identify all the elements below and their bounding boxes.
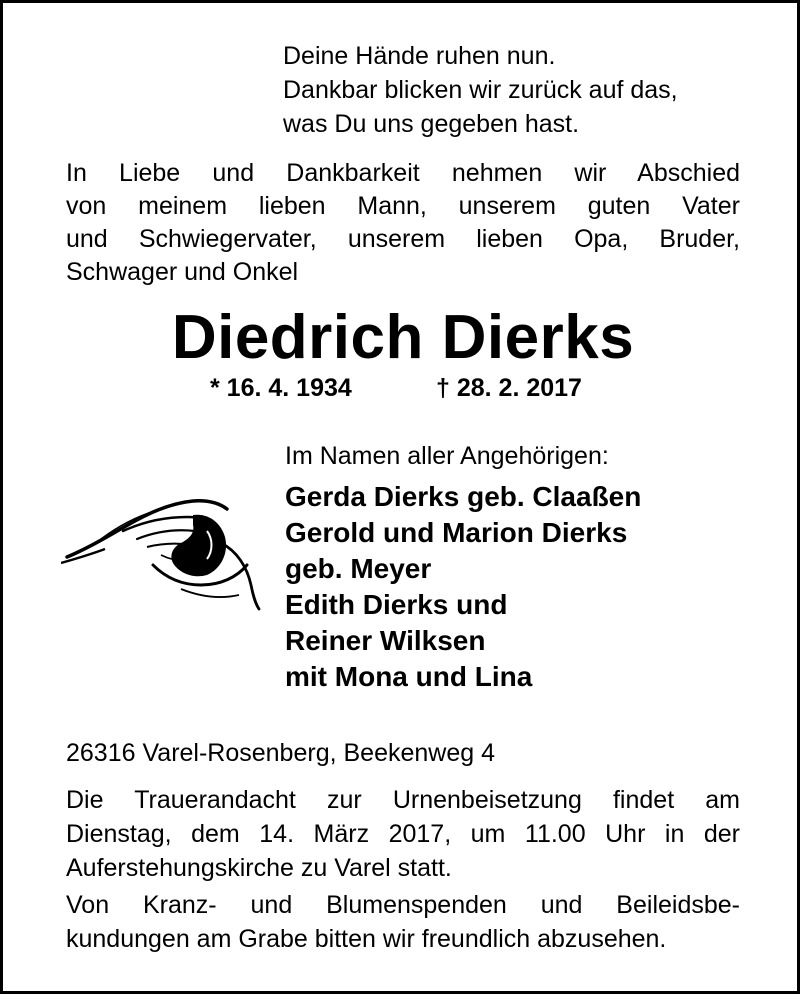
mourner-line: Reiner Wilksen (285, 625, 486, 656)
poem-line: was Du uns gegeben hast. (283, 110, 580, 138)
birth-date: * 16. 4. 1934 (210, 374, 352, 402)
intro-line: Schwager und Onkel (66, 258, 299, 286)
deceased-name: Diedrich Dierks (171, 303, 635, 372)
poem (283, 39, 678, 141)
poem-line: Deine Hände ruhen nun. (283, 42, 556, 70)
holding-hands-icon (61, 481, 261, 611)
mourner-line: geb. Meyer (285, 553, 432, 584)
service-info (66, 783, 740, 885)
relatives-label: Im Namen aller Angehörigen: (285, 442, 609, 470)
intro-line: In Liebe und Dankbarkeit nehmen wir Abschied (66, 159, 740, 187)
intro-line: von meinem lieben Mann, unserem guten Vater (66, 192, 740, 220)
service-line: Auferstehungskirche zu Varel statt. (66, 854, 452, 882)
service-line: Dienstag, dem 14. März 2017, um 11.00 Uhr in der (66, 820, 740, 848)
flowers-line: Von Kranz- und Blumenspenden und Beileidsbe- (66, 891, 740, 919)
intro-line: und Schwiegervater, unserem lieben Opa, Bruder, (66, 225, 740, 253)
mourners-list (285, 479, 641, 695)
mourner-line: Gerold und Marion Dierks (285, 517, 628, 548)
flowers-line: kundungen am Grabe bitten wir freundlich abzusehen. (66, 925, 667, 953)
intro-text (66, 157, 740, 289)
death-date: † 28. 2. 2017 (436, 374, 582, 402)
address: 26316 Varel-Rosenberg, Beekenweg 4 (66, 739, 495, 767)
service-line: Die Trauerandacht zur Urnenbeisetzung findet am (66, 786, 740, 814)
poem-line: Dankbar blicken wir zurück auf das, (283, 76, 678, 104)
mourner-line: mit Mona und Lina (285, 661, 533, 692)
mourner-line: Edith Dierks und (285, 589, 508, 620)
mourner-line: Gerda Dierks geb. Claaßen (285, 481, 642, 512)
flowers-note (66, 888, 740, 956)
